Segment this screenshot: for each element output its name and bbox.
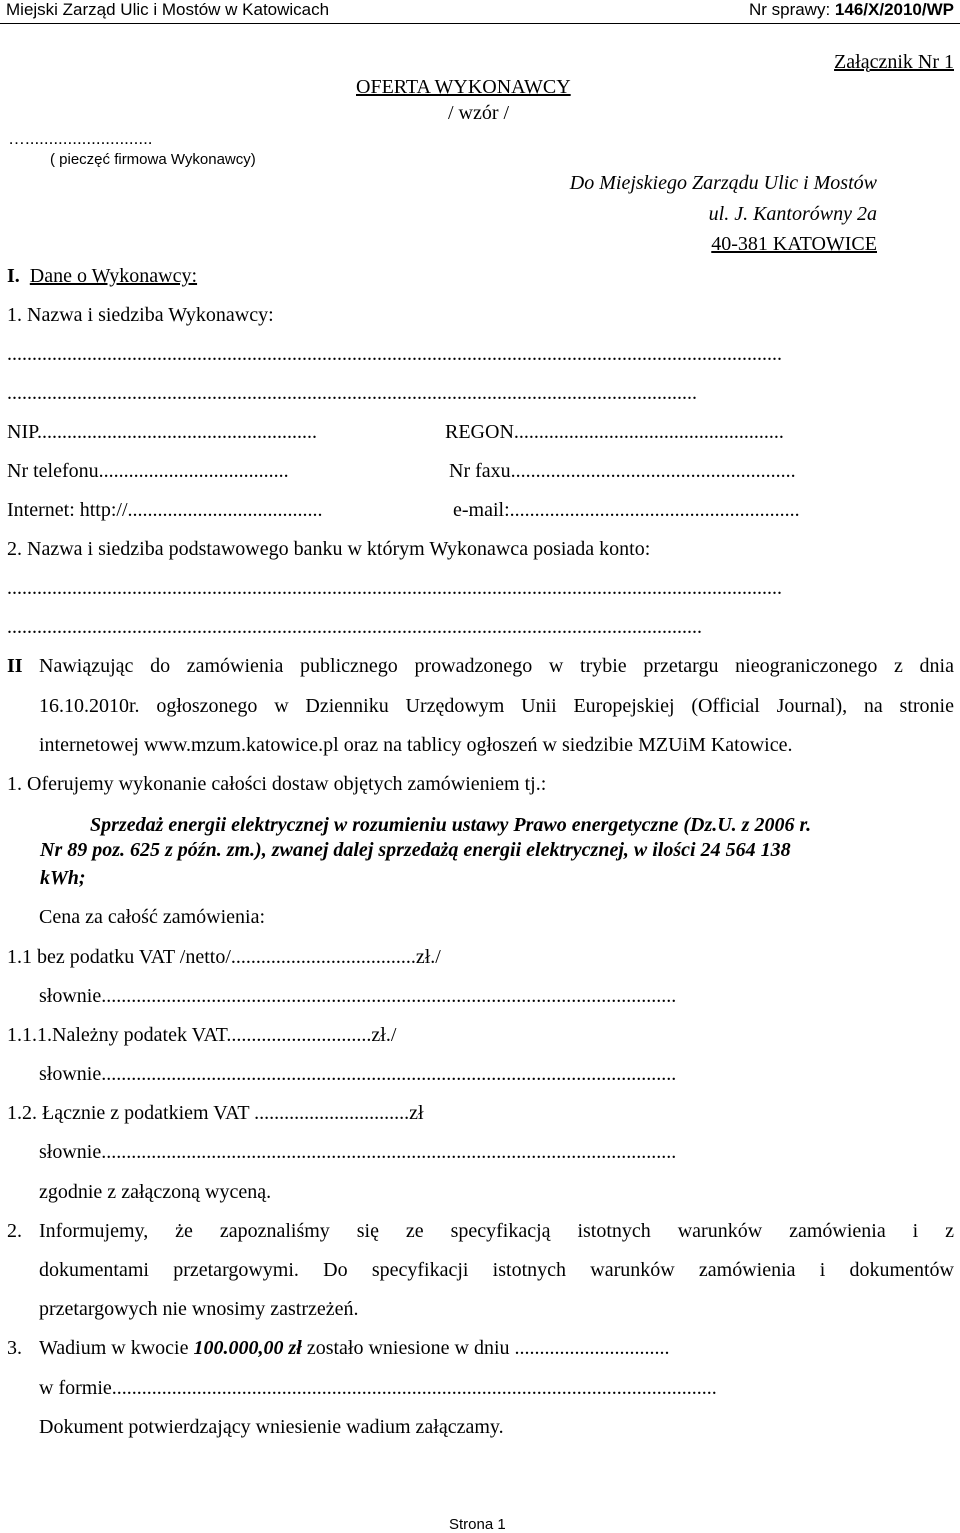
vat-words: słownie................................................................................................................... [39,1063,677,1085]
section-2-line-2: 16.10.2010r. ogłoszonego w Dzienniku Urzędowym Unii Europejskiej (Official Journal), na stronie [39,695,954,717]
item-2-line-3: przetargowych nie wnosimy zastrzeżeń. [39,1298,359,1320]
gross-price-field: 1.2. Łącznie z podatkiem VAT ...............................zł [7,1102,424,1124]
addressee-line-2: ul. J. Kantorówny 2a [708,203,877,225]
case-number-value: 146/X/2010/WP [834,0,954,19]
item-2-line-1: Informujemy, że zapoznaliśmy się ze specyfikacją istotnych warunków zamówienia i z [39,1220,954,1242]
bank-label: 2. Nazwa i siedziba podstawowego banku w którym Wykonawca posiada konto: [7,538,651,560]
internet-field: Internet: http://....................................... [7,499,323,521]
subject-line-2: Nr 89 poz. 625 z późn. zm.), zwanej dalej sprzedażą energii elektrycznej, w ilości 24 564 138 [40,839,791,861]
wadium-date: zostało wniesione w dniu ............................... [301,1337,670,1359]
wadium-proof: Dokument potwierdzający wniesienie wadium załączamy. [39,1416,504,1438]
addressee-line-3: 40-381 KATOWICE [711,233,877,255]
offer-item-1: 1. Oferujemy wykonanie całości dostaw objętych zamówieniem tj.: [7,773,547,795]
stamp-label: ( pieczęć firmowa Wykonawcy) [50,151,256,168]
contractor-name-dots-1: ........................................................................................................................................................... [7,343,782,365]
header-institution: Miejski Zarząd Ulic i Mostów w Katowicach [6,0,330,19]
gross-price-words: słownie................................................................................................................... [39,1141,677,1163]
wadium-label: Wadium w kwocie [39,1337,194,1359]
net-price-words: słownie................................................................................................................... [39,985,677,1007]
attachment-label: Załącznik Nr 1 [834,51,954,73]
vat-field: 1.1.1.Należny podatek VAT.............................zł./ [7,1024,397,1046]
item-3-number: 3. [7,1337,22,1359]
section-2-line-3: internetowej www.mzum.katowice.pl oraz na tablicy ogłoszeń w siedzibie MZUiM Katowice. [39,734,793,756]
addressee-line-1: Do Miejskiego Zarządu Ulic i Mostów [569,172,877,194]
net-price-field: 1.1 bez podatku VAT /netto/.....................................zł./ [7,946,441,968]
regon-field: REGON...................................................... [445,421,784,443]
stamp-dots: …........................... [8,129,153,148]
subject-line-3: kWh; [40,867,86,889]
nip-field: NIP........................................................ [7,421,318,443]
section-2-line-1: Nawiązując do zamówienia publicznego prowadzonego w trybie przetargu nieograniczonego z dnia [39,655,954,677]
valuation-note: zgodnie z załączoną wyceną. [39,1181,272,1203]
wadium-form: w formie......................................................................................................................... [39,1377,717,1399]
wadium-amount: 100.000,00 zł [193,1337,302,1359]
section-1-title: Dane o Wykonawcy: [29,265,198,287]
bank-dots-1: ........................................................................................................................................................... [7,577,782,599]
phone-field: Nr telefonu...................................... [7,460,289,482]
item-2-number: 2. [7,1220,22,1242]
subject-line-1: Sprzedaż energii elektrycznej w rozumieniu ustawy Prawo energetyczne (Dz.U. z 2006 r. [90,814,812,836]
document-subtitle: / wzór / [448,102,510,124]
item-3-line [39,1338,670,1358]
price-label: Cena za całość zamówienia: [39,906,265,928]
section-1-number: I. [7,265,20,287]
header-case-number [749,1,954,18]
contractor-name-label: 1. Nazwa i siedziba Wykonawcy: [7,304,274,326]
contractor-name-dots-2: .......................................................................................................................................... [7,382,697,404]
email-field: e-mail:.......................................................... [453,499,800,521]
bank-dots-2: ........................................................................................................................................... [7,616,702,638]
header-rule [0,23,960,24]
section-2-number: II [7,655,23,677]
item-2-line-2: dokumentami przetargowymi. Do specyfikacji istotnych warunków zamówienia i dokumentów [39,1259,954,1281]
section-1-heading [7,266,197,286]
fax-field: Nr faxu......................................................... [449,460,796,482]
document-title: OFERTA WYKONAWCY [356,76,571,98]
page-number: Strona 1 [449,1516,506,1533]
case-number-prefix: Nr sprawy: [748,0,835,19]
